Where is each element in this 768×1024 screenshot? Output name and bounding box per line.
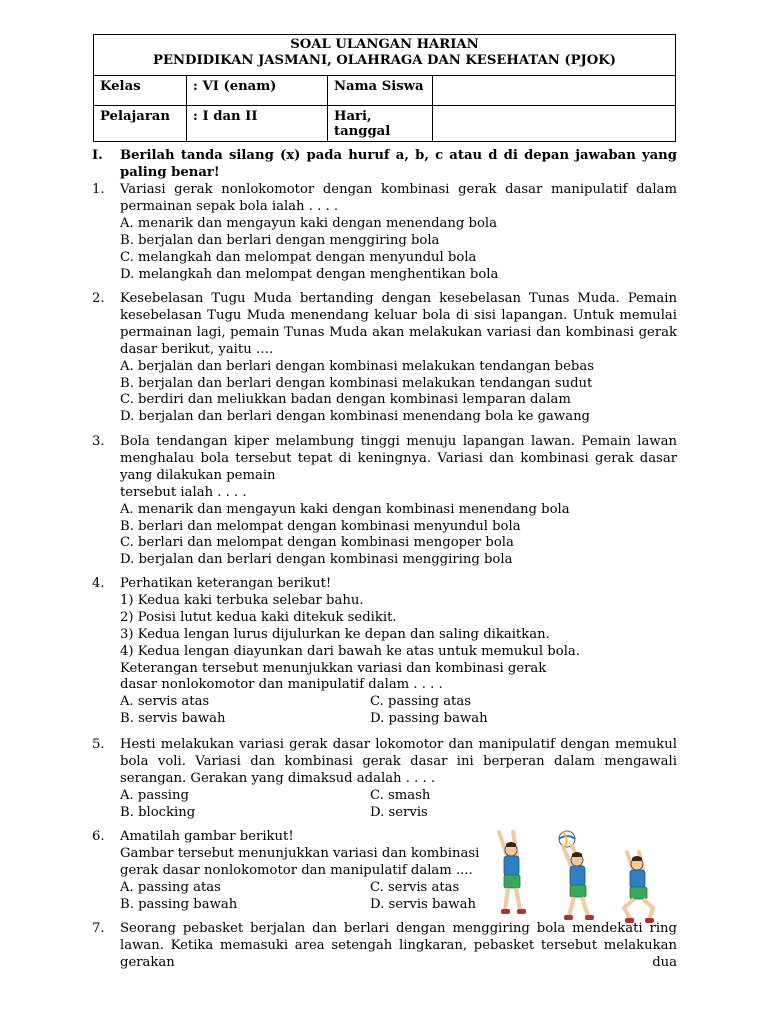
header-table (93, 34, 676, 142)
option-a[interactable]: A. servis atas (120, 694, 210, 710)
question-number: 5. (92, 737, 105, 752)
statement-3: 3) Kedua lengan lurus dijulurkan ke depan dan saling dikaitkan. (120, 626, 550, 642)
value-hari-tanggal[interactable] (433, 106, 676, 142)
option-d[interactable]: D. passing bawah (370, 711, 488, 727)
option-a[interactable]: A. menarik dan mengayun kaki dengan kombinasi menendang bola (120, 501, 570, 517)
value-kelas: : VI (enam) (187, 76, 328, 106)
instruction-text: Berilah tanda silang (x) pada huruf a, b, c atau d di depan jawaban yang paling benar! (120, 148, 677, 180)
option-a[interactable]: A. berjalan dan berlari dengan kombinasi melakukan tendangan bebas (120, 358, 594, 374)
label-hari-tanggal: Hari, tanggal (328, 106, 433, 142)
label-nama-siswa: Nama Siswa (328, 76, 433, 106)
question-number: 7. (92, 921, 105, 936)
option-b[interactable]: B. berlari dan melompat dengan kombinasi menyundul bola (120, 518, 521, 534)
label-pelajaran: Pelajaran (94, 106, 187, 142)
statement-1: 1) Kedua kaki terbuka selebar bahu. (120, 592, 364, 608)
option-c[interactable]: C. smash (370, 787, 431, 803)
value-nama-siswa[interactable] (433, 76, 676, 106)
option-b[interactable]: B. servis bawah (120, 711, 226, 727)
option-d[interactable]: D. servis bawah (370, 896, 476, 912)
question-stem: Hesti melakukan variasi gerak dasar lokomotor dan manipulatif dengan memukul bola voli. Variasi dan kombinasi gerak dasar ini berperan dalam mengawali serangan. Gerakan yang dimaksud adalah . . . . (120, 737, 677, 786)
option-b[interactable]: B. blocking (120, 804, 196, 820)
question-stem-continued: tersebut ialah . . . . (120, 484, 247, 500)
option-c[interactable]: C. servis atas (370, 879, 460, 895)
option-b[interactable]: B. berjalan dan berlari dengan menggiring bola (120, 232, 440, 248)
question-line: Perhatikan keterangan berikut! (120, 576, 332, 591)
section-number: I. (92, 148, 103, 163)
question-stem: Variasi gerak nonlokomotor dengan kombinasi gerak dasar manipulatif dalam permainan sepak bola ialah . . . . (120, 182, 677, 214)
question-stem: Bola tendangan kiper melambung tinggi menuju lapangan lawan. Pemain lawan menghalau bola tersebut tepat di keningnya. Variasi dan kombinasi gerak dasar yang dilakukan pemain (120, 434, 677, 483)
label-kelas: Kelas (94, 76, 187, 106)
question-number: 4. (92, 576, 105, 591)
option-c[interactable]: C. melangkah dan melompat dengan menyundul bola (120, 249, 477, 265)
question-2 (92, 291, 677, 426)
question-5 (92, 737, 677, 822)
question-number: 2. (92, 291, 105, 306)
option-b[interactable]: B. berjalan dan berlari dengan kombinasi melakukan tendangan sudut (120, 375, 593, 391)
option-d[interactable]: D. berjalan dan berlari dengan kombinasi menggiring bola (120, 552, 513, 568)
option-a[interactable]: A. menarik dan mengayun kaki dengan menendang bola (120, 215, 497, 231)
question-1 (92, 182, 677, 283)
option-a[interactable]: A. passing (120, 787, 189, 803)
title-line-1: SOAL ULANGAN HARIAN (290, 37, 479, 52)
statement-4: 4) Kedua lengan diayunkan dari bawah ke atas untuk memukul bola. (120, 643, 580, 659)
question-number: 3. (92, 434, 105, 449)
option-c[interactable]: C. berdiri dan meliukkan badan dengan kombinasi lemparan dalam (120, 392, 571, 408)
title-line-2: PENDIDIKAN JASMANI, OLAHRAGA DAN KESEHATAN (PJOK) (153, 53, 616, 68)
player-1-illustration (499, 832, 526, 914)
question-line: dasar nonlokomotor dan manipulatif dalam . . . . (120, 677, 443, 693)
statement-2: 2) Posisi lutut kedua kaki ditekuk sedikit. (120, 609, 397, 625)
value-pelajaran: : I dan II (187, 106, 328, 142)
option-d[interactable]: D. servis (370, 804, 428, 820)
option-a[interactable]: A. passing atas (120, 879, 221, 895)
option-c[interactable]: C. berlari dan melompat dengan kombinasi mengoper bola (120, 535, 514, 551)
question-7 (92, 921, 677, 972)
option-b[interactable]: B. passing bawah (120, 896, 238, 912)
option-d[interactable]: D. berjalan dan berlari dengan kombinasi menendang bola ke gawang (120, 409, 591, 425)
option-d[interactable]: D. melangkah dan melompat dengan menghentikan bola (120, 266, 499, 282)
question-4 (92, 576, 677, 728)
header-title (94, 35, 676, 76)
question-number: 1. (92, 182, 105, 197)
player-2-illustration (563, 846, 594, 920)
question-3 (92, 434, 677, 569)
volleyball-passing-figure (493, 828, 673, 928)
question-line: Gambar tersebut menunjukkan variasi dan kombinasi (120, 845, 480, 861)
player-3-illustration (624, 852, 654, 923)
option-c[interactable]: C. passing atas (370, 694, 471, 710)
question-stem: Kesebelasan Tugu Muda bertanding dengan kesebelasan Tunas Muda. Pemain kesebelasan Tugu Muda menendang keluar bola di sisi lapangan. Untuk memulai permainan lagi, pemain Tunas Muda akan melakukan variasi dan kombinasi gerak dasar berikut, yaitu …. (120, 291, 677, 357)
question-line: gerak dasar nonlokomotor dan manipulatif dalam .... (120, 862, 473, 878)
section-instruction (92, 147, 677, 181)
question-number: 6. (92, 829, 105, 844)
question-stem: Seorang pebasket berjalan dan berlari dengan menggiring bola mendekati ring lawan. Ketika memasuki area setengah lingkaran, pebasket tersebut melakukan gerakan dua (120, 921, 677, 970)
question-line: Amatilah gambar berikut! (120, 829, 294, 844)
question-line: Keterangan tersebut menunjukkan variasi dan kombinasi gerak (120, 660, 547, 676)
